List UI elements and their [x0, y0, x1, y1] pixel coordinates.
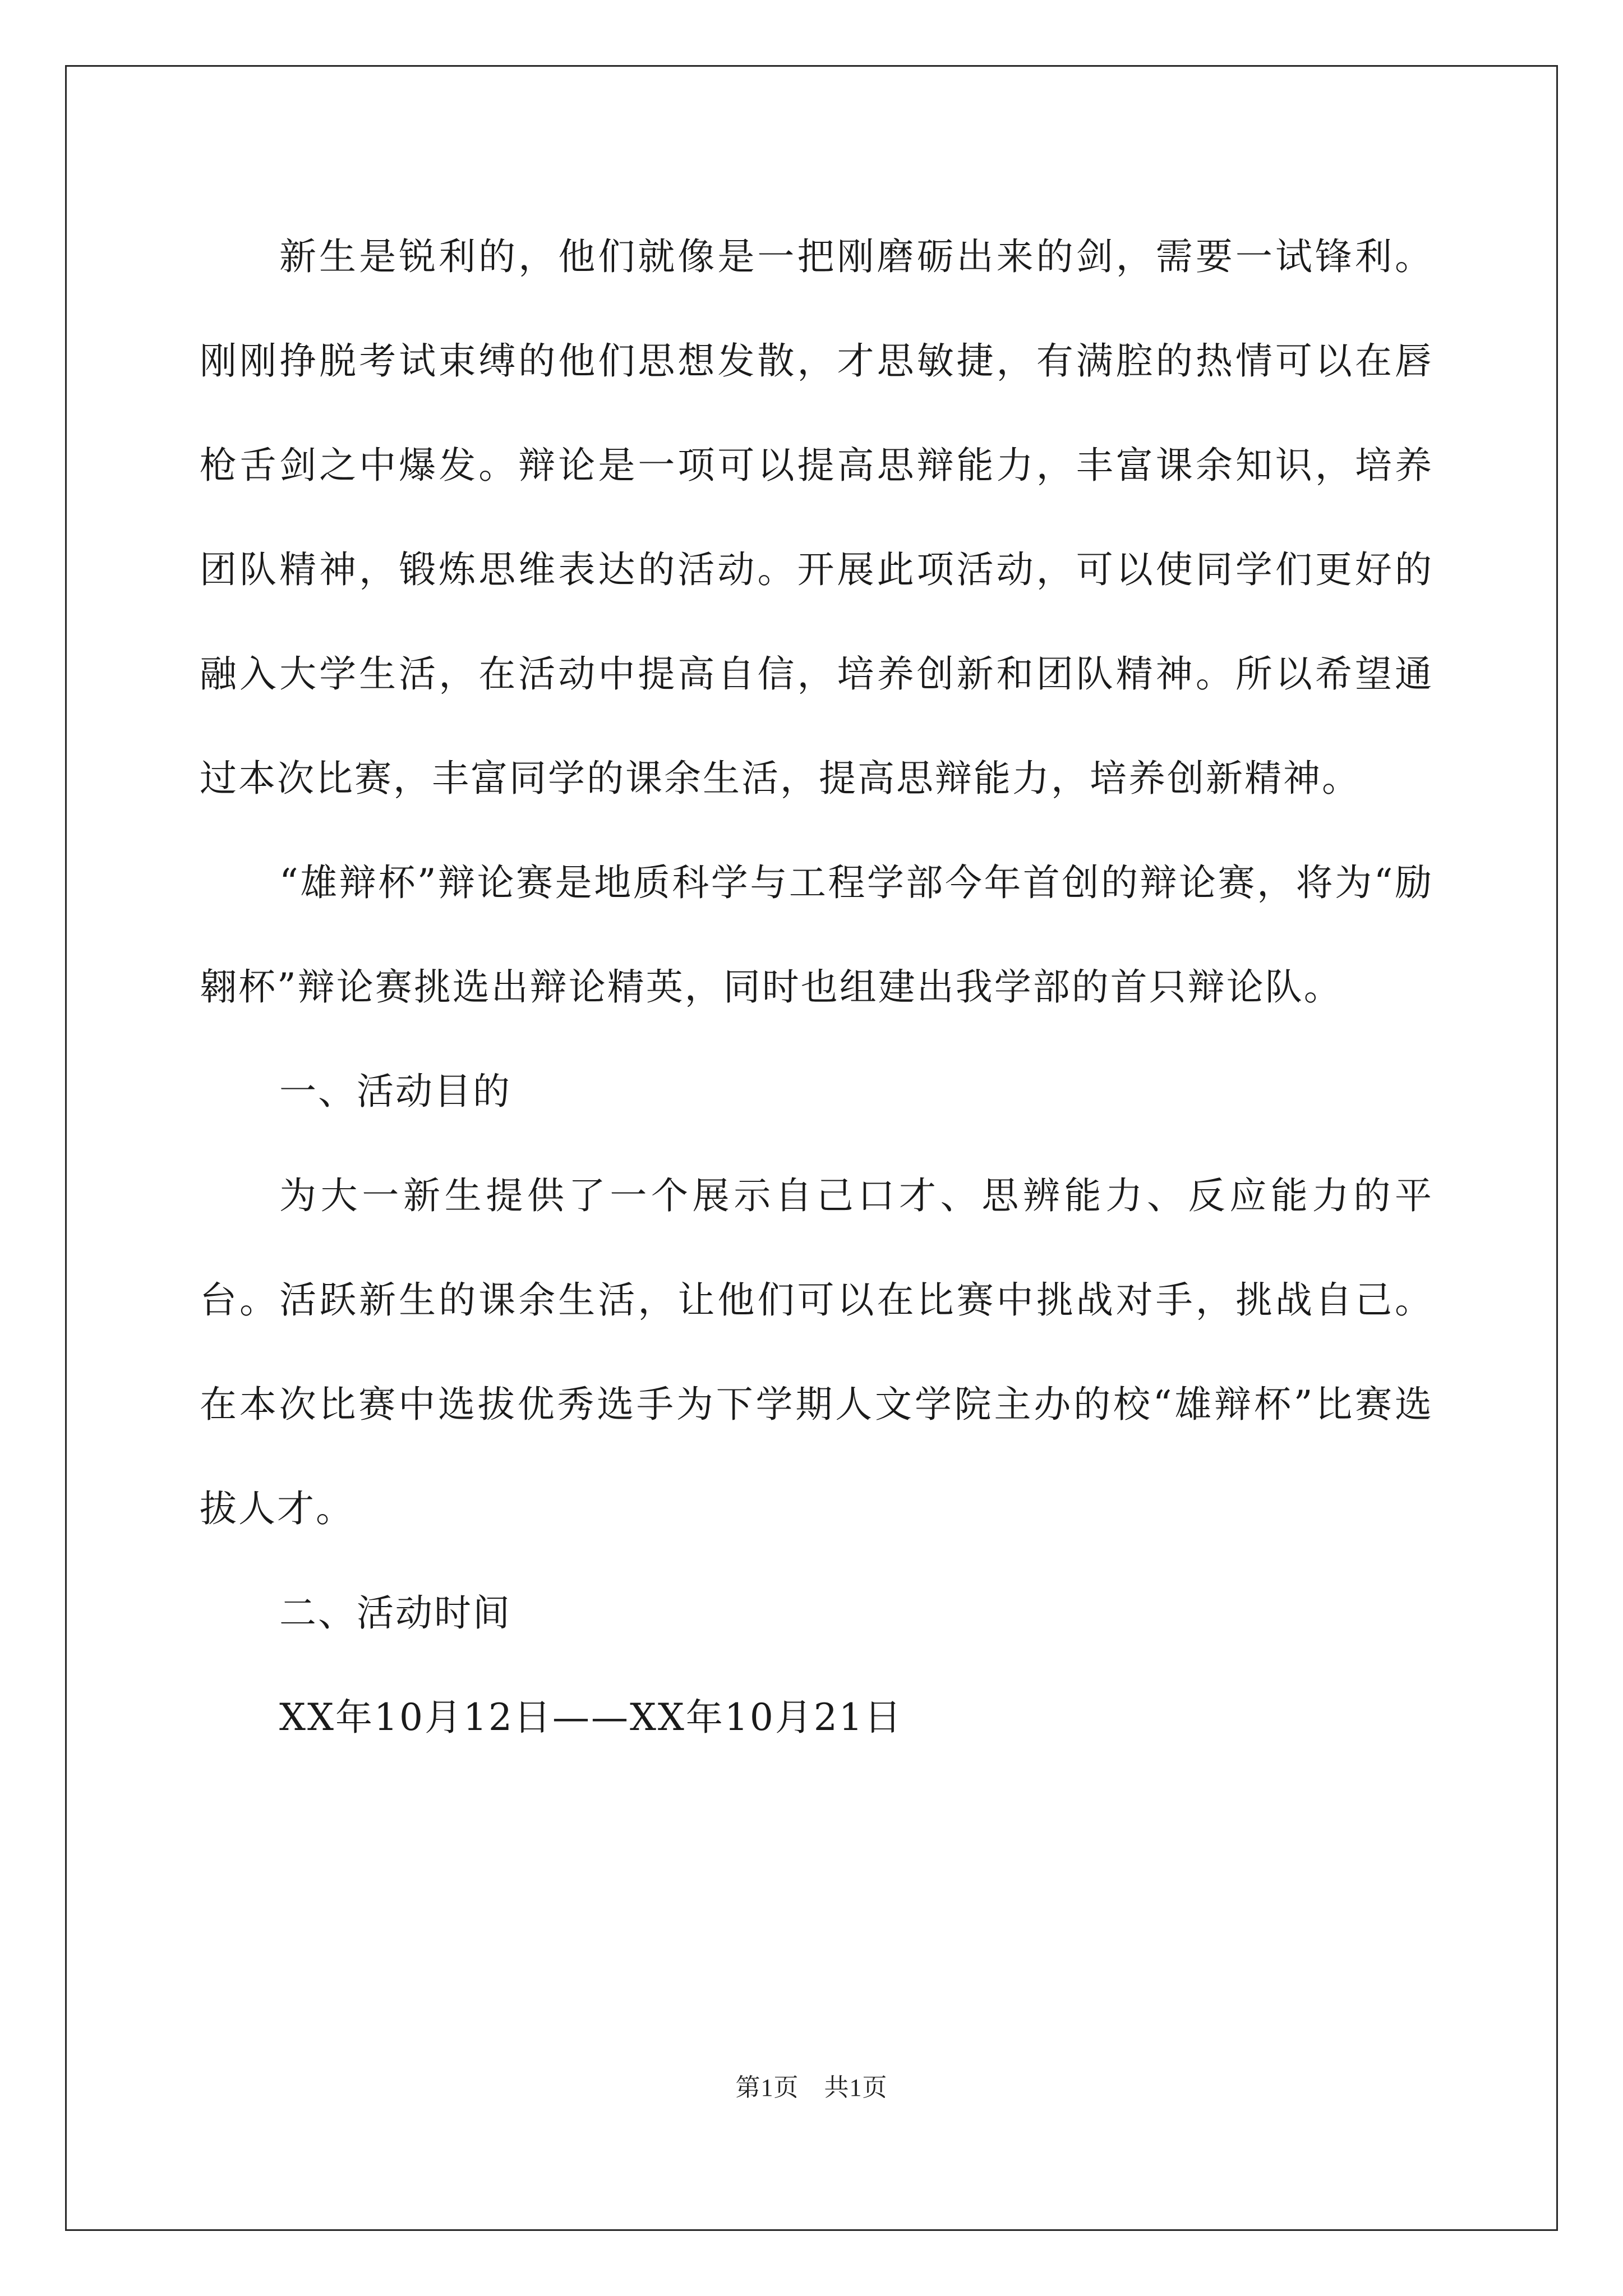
paragraph-purpose: 为大一新生提供了一个展示自己口才、思辨能力、反应能力的平台。活跃新生的课余生活，让他们可以在比赛中挑战对手，挑战自己。在本次比赛中选拔优秀选手为下学期人文学院主办的校“雄辩杯”比赛选拔人才。 [200, 1174, 1433, 1530]
section-heading-time: 二、活动时间 [279, 1591, 511, 1635]
document-body [200, 205, 1433, 1770]
paragraph-intro: 新生是锐利的，他们就像是一把刚磨砺出来的剑，需要一试锋利。刚刚挣脱考试束缚的他们思想发散，才思敏捷，有满腔的热情可以在唇枪舌剑之中爆发。辩论是一项可以提高思辩能力，丰富课余知识，培养团队精神，锻炼思维表达的活动。开展此项活动，可以使同学们更好的融入大学生活，在活动中提高自信，培养创新和团队精神。所以希望通过本次比赛，丰富同学的课余生活，提高思辩能力，培养创新精神。 [200, 235, 1433, 800]
page-number-footer: 第1页 共1页 [735, 2074, 888, 2101]
section-heading-purpose: 一、活动目的 [279, 1070, 511, 1113]
paragraph-time: XX年10月12日——XX年10月21日 [279, 1696, 903, 1739]
paragraph-contest-description: “雄辩杯”辩论赛是地质科学与工程学部今年首创的辩论赛，将为“励翱杯”辩论赛挑选出辩论精英，同时也组建出我学部的首只辩论队。 [200, 861, 1433, 1009]
